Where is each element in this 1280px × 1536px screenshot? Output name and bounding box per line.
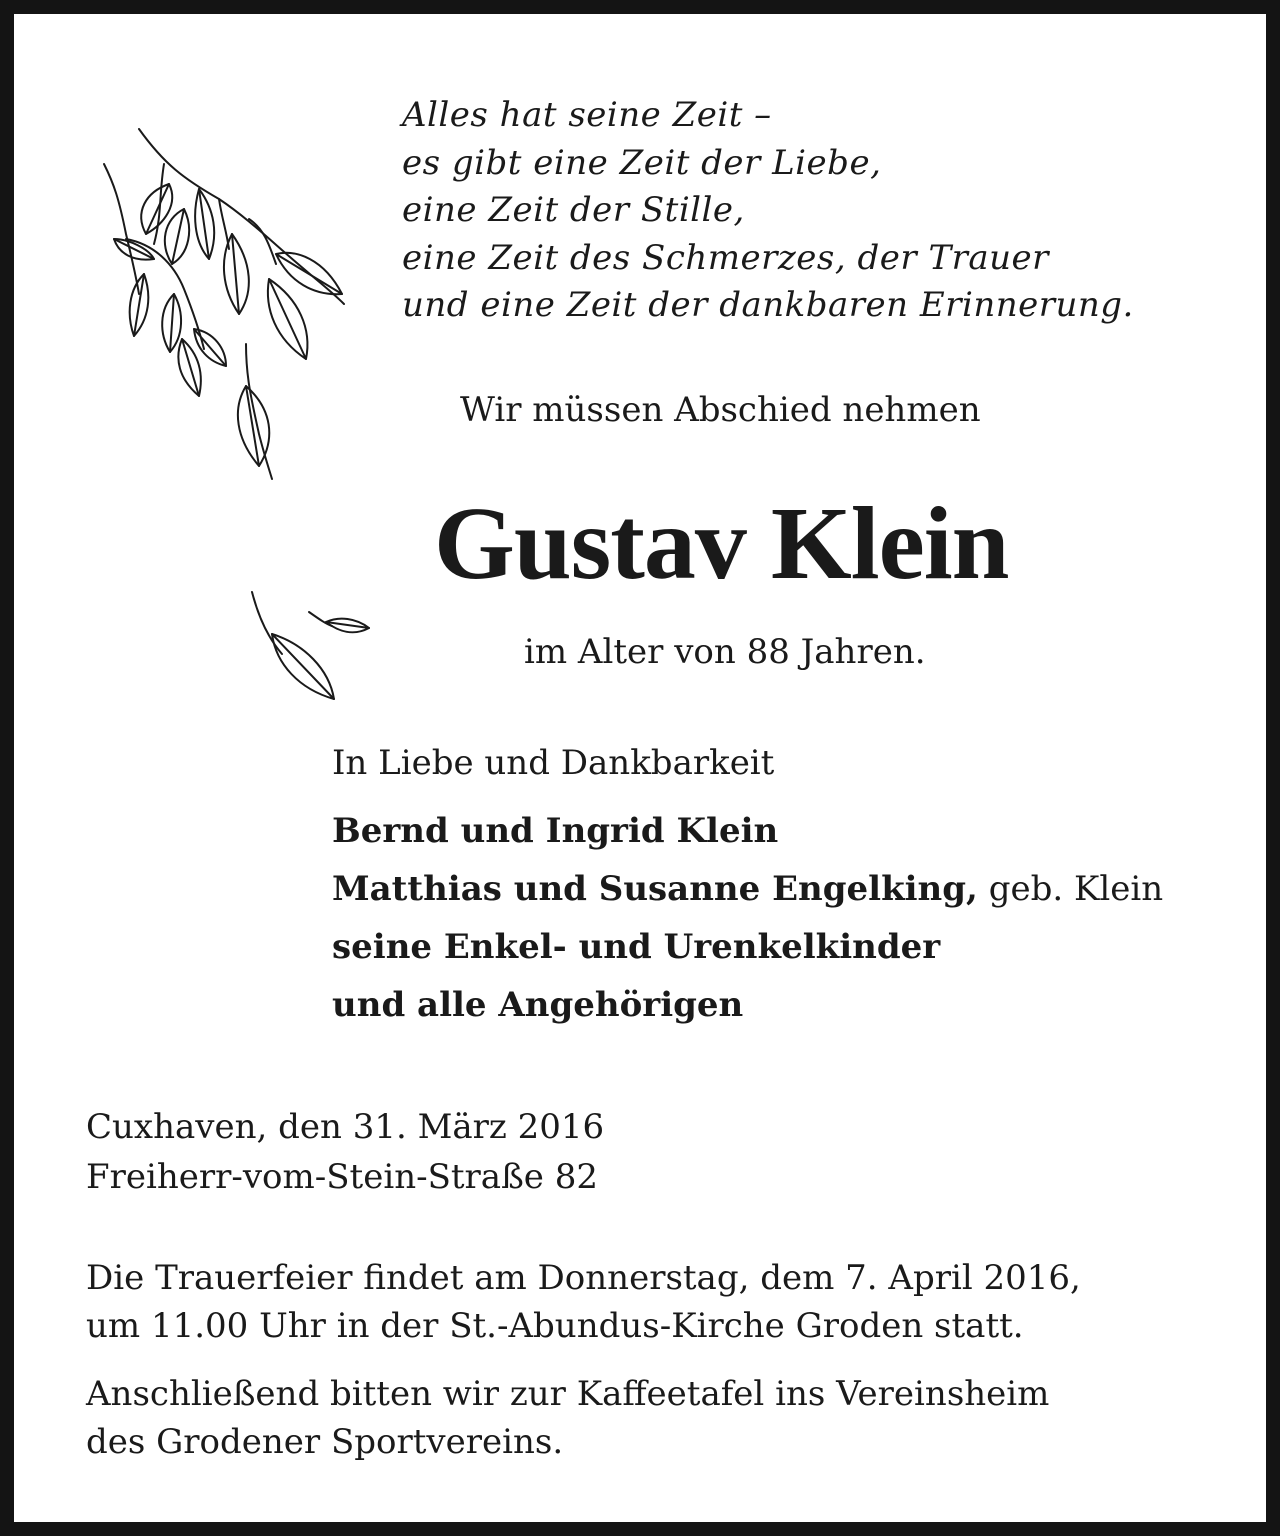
place-and-date xyxy=(86,1102,604,1202)
farewell-intro-text: Wir müssen Abschied nehmen xyxy=(460,390,981,430)
leaf xyxy=(130,274,149,336)
leaf xyxy=(195,189,214,259)
reception-info xyxy=(86,1370,1049,1466)
leaf xyxy=(268,279,308,359)
mourners-lead: In Liebe und Dankbarkeit xyxy=(332,743,775,783)
verse-line: eine Zeit des Schmerzes, der Trauer xyxy=(402,237,1049,278)
verse-line: eine Zeit der Stille, xyxy=(402,190,745,230)
leaf xyxy=(162,294,181,352)
funeral-service-info xyxy=(86,1254,1081,1350)
leaf xyxy=(114,239,154,260)
reception-line: Anschließend bitten wir zur Kaffeetafel ins Vereinsheim xyxy=(86,1374,1050,1414)
age-line: im Alter von 88 Jahren. xyxy=(524,632,926,672)
falling-leaf-icon xyxy=(252,592,334,699)
leaf xyxy=(165,209,189,264)
verse-line: und eine Zeit der dankbaren Erinnerung. xyxy=(402,285,1134,325)
mourner-line: und alle Angehörigen xyxy=(332,985,744,1025)
mourner-line xyxy=(332,860,1163,918)
mourners-block xyxy=(332,734,1163,1034)
verse-line: Alles hat seine Zeit – xyxy=(402,95,772,135)
leaf xyxy=(194,329,226,366)
leaf xyxy=(276,253,342,294)
mourner-line: seine Enkel- und Urenkelkinder xyxy=(332,927,941,967)
verse xyxy=(402,92,1134,330)
service-line: um 11.00 Uhr in der St.-Abundus-Kirche Groden statt. xyxy=(86,1306,1024,1346)
address: Freiherr-vom-Stein-Straße 82 xyxy=(86,1157,598,1197)
verse-line: es gibt eine Zeit der Liebe, xyxy=(402,142,882,183)
falling-leaf-icon xyxy=(309,612,369,632)
mourner-line: Bernd und Ingrid Klein xyxy=(332,811,779,851)
reception-line: des Grodener Sportvereins. xyxy=(86,1422,564,1462)
service-line: Die Trauerfeier findet am Donnerstag, dem 7. April 2016, xyxy=(86,1258,1081,1298)
birch-branch-illustration xyxy=(14,14,434,734)
deceased-name: Gustav Klein xyxy=(434,486,1009,601)
mourner-names: Matthias und Susanne Engelking, xyxy=(332,869,978,909)
city-date: Cuxhaven, den 31. März 2016 xyxy=(86,1107,605,1147)
birth-name: geb. Klein xyxy=(977,869,1164,909)
leaf xyxy=(178,339,200,396)
leaf xyxy=(224,234,249,314)
leaf xyxy=(238,386,269,466)
